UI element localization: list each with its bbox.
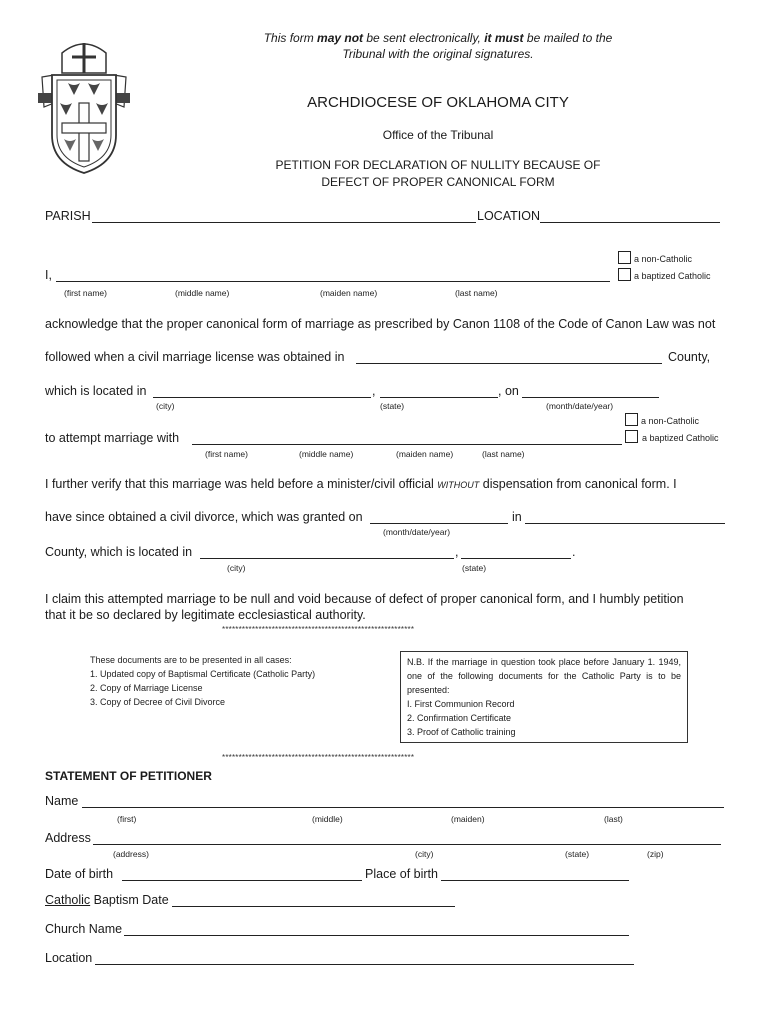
county-text: County, xyxy=(668,350,711,364)
sub2-last-name: (last name) xyxy=(482,449,525,459)
baptized-catholic-label: a baptized Catholic xyxy=(634,271,711,281)
sub-zip: (zip) xyxy=(647,849,664,859)
sub-last: (last) xyxy=(604,814,623,824)
church-location-field[interactable] xyxy=(95,964,634,965)
sub-last-name: (last name) xyxy=(455,288,498,298)
sub4-city: (city) xyxy=(227,563,246,573)
document-item: 2. Copy of Marriage License xyxy=(90,683,203,693)
document-item: 1. Updated copy of Baptismal Certificate (Catholic Party) xyxy=(90,669,316,679)
spouse-baptized-catholic-label: a baptized Catholic xyxy=(642,433,719,443)
divorce-state-field[interactable] xyxy=(461,558,571,559)
non-catholic-label: a non-Catholic xyxy=(634,254,693,264)
license-city-field[interactable] xyxy=(153,397,371,398)
baptized-catholic-checkbox[interactable] xyxy=(618,268,631,281)
location-statement-label: Location xyxy=(45,951,93,965)
page-title: ARCHDIOCESE OF OKLAHOMA CITY xyxy=(307,94,569,111)
mail-notice-line1 xyxy=(0,31,770,45)
sub-date: (month/date/year) xyxy=(546,401,614,411)
spouse-name-field[interactable] xyxy=(192,444,622,445)
sub-middle: (middle) xyxy=(312,814,343,824)
divorce-city-field[interactable] xyxy=(200,558,454,559)
baptism-date-label xyxy=(45,893,169,907)
sub-city: (city) xyxy=(415,849,434,859)
spouse-non-catholic-checkbox[interactable] xyxy=(625,413,638,426)
followed-text: followed when a civil marriage license was obtained in xyxy=(45,350,345,364)
documents-intro: These documents are to be presented in all cases: xyxy=(90,655,292,665)
baptism-date-field[interactable] xyxy=(172,906,455,907)
period-text: . xyxy=(572,545,576,559)
divorce-county-field[interactable] xyxy=(525,523,725,524)
attempt-text: to attempt marriage with xyxy=(45,431,180,445)
sub-first-name: (first name) xyxy=(64,288,107,298)
document-item: 3. Copy of Decree of Civil Divorce xyxy=(90,697,226,707)
sub2-first-name: (first name) xyxy=(205,449,248,459)
sub4-state: (state) xyxy=(462,563,487,573)
mail-notice-line2: Tribunal with the original signatures. xyxy=(342,47,534,61)
nb-item: I. First Communion Record xyxy=(407,699,515,709)
pob-label: Place of birth xyxy=(365,867,438,881)
nb-item: 3. Proof of Catholic training xyxy=(407,727,516,737)
notice-part: This form xyxy=(263,31,318,45)
in-text: in xyxy=(512,510,522,524)
pob-field[interactable] xyxy=(441,880,629,881)
notice-emphasis: it must xyxy=(484,31,524,45)
statement-name-field[interactable] xyxy=(82,807,724,808)
parish-label: PARISH xyxy=(45,209,91,223)
sub-address: (address) xyxy=(113,849,149,859)
sub2-maiden-name: (maiden name) xyxy=(396,449,454,459)
statement-address-field[interactable] xyxy=(93,844,721,845)
non-catholic-checkbox[interactable] xyxy=(618,251,631,264)
petitioner-name-field[interactable] xyxy=(56,281,610,282)
sub-middle-name: (middle name) xyxy=(175,288,230,298)
sub-state: (state) xyxy=(380,401,405,411)
comma-text: , xyxy=(372,384,376,398)
address-label: Address xyxy=(45,831,91,845)
separator-top: ********************************************************** xyxy=(222,625,415,634)
baptism-date-text: Baptism Date xyxy=(90,893,169,907)
nb-item: 2. Confirmation Certificate xyxy=(407,713,512,723)
separator-bottom: ********************************************************** xyxy=(222,753,415,762)
divorce-date-field[interactable] xyxy=(370,523,508,524)
license-state-field[interactable] xyxy=(380,397,498,398)
sub3-date: (month/date/year) xyxy=(383,527,451,537)
verify-text xyxy=(45,477,677,491)
notice-emphasis: may not xyxy=(317,31,364,45)
petition-title-line1: PETITION FOR DECLARATION OF NULLITY BECAUSE OF xyxy=(275,158,601,172)
sub-maiden: (maiden) xyxy=(451,814,485,824)
church-name-field[interactable] xyxy=(124,935,629,936)
nb-box xyxy=(400,651,688,743)
acknowledge-text: acknowledge that the proper canonical form of marriage as prescribed by Canon 1108 of the Code of Canon Law was not xyxy=(45,317,716,331)
documents-list xyxy=(90,653,315,709)
license-county-field[interactable] xyxy=(356,363,662,364)
petition-title-line2: DEFECT OF PROPER CANONICAL FORM xyxy=(321,175,555,189)
sub-state: (state) xyxy=(565,849,590,859)
office-subtitle: Office of the Tribunal xyxy=(382,128,494,142)
location-label: LOCATION xyxy=(477,209,540,223)
dob-label: Date of birth xyxy=(45,867,114,881)
petitioner-prefix: I, xyxy=(45,268,52,282)
verify-part: dispensation from canonical form. I xyxy=(479,477,677,491)
church-name-label: Church Name xyxy=(45,922,123,936)
county-located-text: County, which is located in xyxy=(45,545,193,559)
claim-line2: that it be so declared by legitimate ecclesiastical authority. xyxy=(45,608,366,622)
divorce-text: have since obtained a civil divorce, which was granted on xyxy=(45,510,363,524)
nb-text: N.B. If the marriage in question took place before January 1. 1949, one of the following documents for the Catholic Party is to be presented: xyxy=(407,657,681,695)
location-field[interactable] xyxy=(540,222,720,223)
without-emphasis: WITHOUT xyxy=(437,480,480,490)
located-text: which is located in xyxy=(45,384,147,398)
dob-field[interactable] xyxy=(122,880,362,881)
notice-part: be sent electronically, xyxy=(363,31,485,45)
spouse-non-catholic-label: a non-Catholic xyxy=(641,416,700,426)
catholic-underlined: Catholic xyxy=(45,893,91,907)
comma2-text: , xyxy=(455,545,459,559)
statement-heading: STATEMENT OF PETITIONER xyxy=(45,769,212,783)
on-text: , on xyxy=(498,384,519,398)
claim-line1: I claim this attempted marriage to be null and void because of defect of proper canonical form, and I humbly petition xyxy=(45,592,684,606)
sub2-middle-name: (middle name) xyxy=(299,449,354,459)
verify-part: I further verify that this marriage was held before a minister/civil official xyxy=(45,477,438,491)
sub-city: (city) xyxy=(156,401,175,411)
name-label: Name xyxy=(45,794,79,808)
sub-maiden-name: (maiden name) xyxy=(320,288,378,298)
sub-first: (first) xyxy=(117,814,137,824)
license-date-field[interactable] xyxy=(522,397,659,398)
notice-part: be mailed to the xyxy=(523,31,613,45)
spouse-baptized-catholic-checkbox[interactable] xyxy=(625,430,638,443)
parish-field[interactable] xyxy=(92,222,476,223)
